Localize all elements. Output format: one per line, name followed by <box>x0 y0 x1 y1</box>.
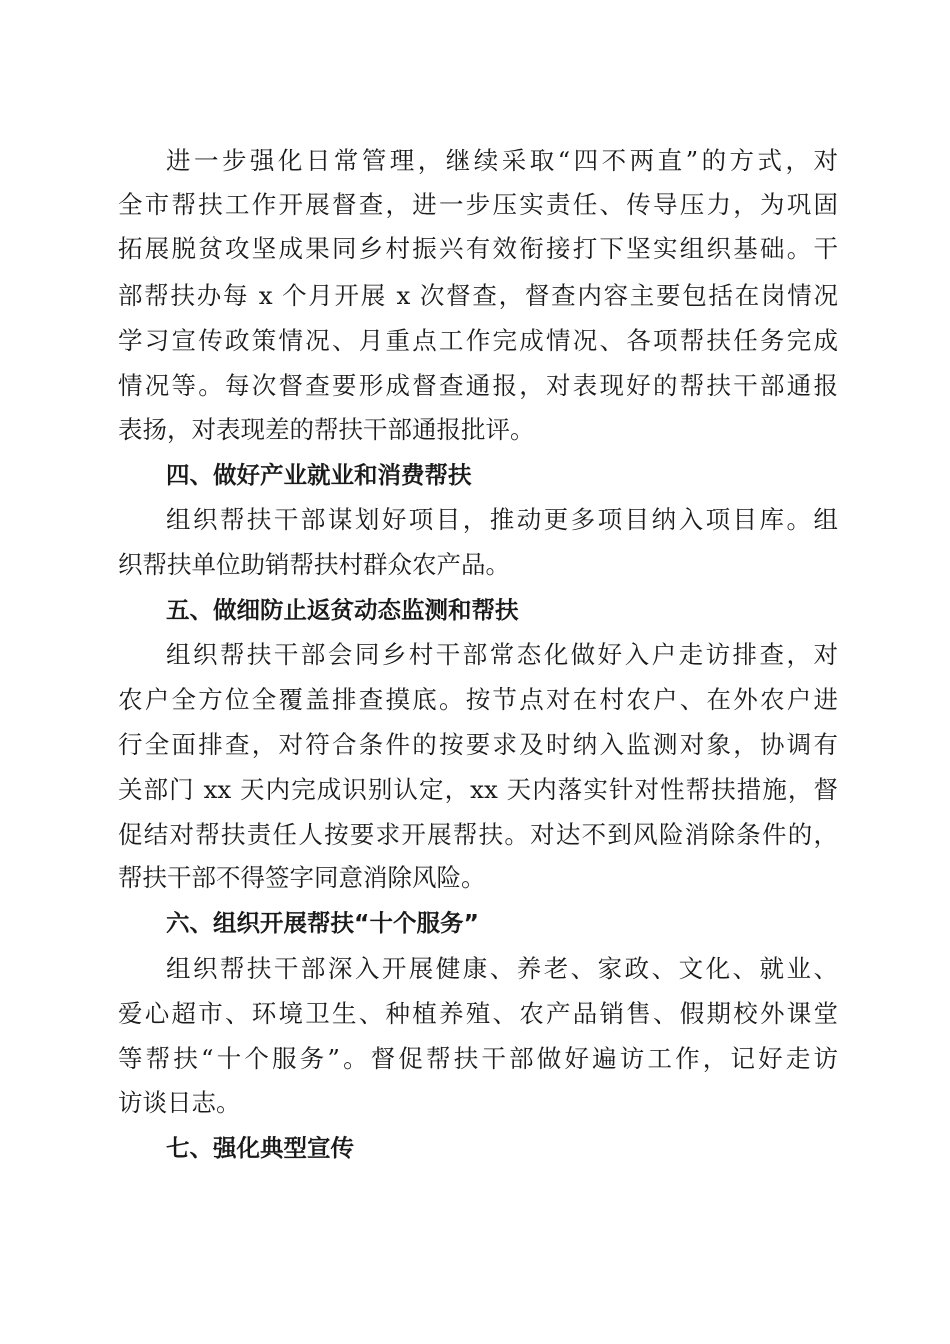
paragraph-line: 关部门 xx 天内完成识别认定，xx 天内落实针对性帮扶措施，督 <box>118 775 838 804</box>
section-heading: 四、做好产业就业和消费帮扶 <box>166 461 472 489</box>
paragraph-line: 行全面排查，对符合条件的按要求及时纳入监测对象，协调有 <box>118 730 838 759</box>
section-heading: 六、组织开展帮扶“十个服务” <box>166 909 479 937</box>
paragraph-line: 学习宣传政策情况、月重点工作完成情况、各项帮扶任务完成 <box>118 326 838 355</box>
paragraph-line: 帮扶干部不得签字同意消除风险。 <box>118 863 486 892</box>
paragraph-line: 等帮扶“十个服务”。督促帮扶干部做好遍访工作，记好走访 <box>118 1044 838 1073</box>
paragraph-line: 爱心超市、环境卫生、种植养殖、农产品销售、假期校外课堂 <box>118 999 838 1028</box>
paragraph-line: 促结对帮扶责任人按要求开展帮扶。对达不到风险消除条件的， <box>118 820 838 849</box>
paragraph-line: 织帮扶单位助销帮扶村群众农产品。 <box>118 550 510 579</box>
paragraph-line: 访谈日志。 <box>118 1088 241 1117</box>
paragraph-line: 全市帮扶工作开展督查，进一步压实责任、传导压力，为巩固 <box>118 190 838 219</box>
paragraph-line: 组织帮扶干部会同乡村干部常态化做好入户走访排查，对 <box>166 640 838 669</box>
paragraph-line: 组织帮扶干部深入开展健康、养老、家政、文化、就业、 <box>166 954 838 983</box>
paragraph-line: 组织帮扶干部谋划好项目，推动更多项目纳入项目库。组 <box>166 505 838 534</box>
section-heading: 五、做细防止返贫动态监测和帮扶 <box>166 596 519 624</box>
paragraph-line: 情况等。每次督查要形成督查通报，对表现好的帮扶干部通报 <box>118 371 838 400</box>
paragraph-line: 表扬，对表现差的帮扶干部通报批评。 <box>118 415 535 444</box>
paragraph-line: 部帮扶办每 x 个月开展 x 次督查，督查内容主要包括在岗情况 <box>118 281 838 310</box>
paragraph-line: 拓展脱贫攻坚成果同乡村振兴有效衔接打下坚实组织基础。干 <box>118 234 838 263</box>
paragraph-line: 进一步强化日常管理，继续采取“四不两直”的方式，对 <box>166 146 838 175</box>
section-heading: 七、强化典型宣传 <box>166 1134 354 1162</box>
paragraph-line: 农户全方位全覆盖排查摸底。按节点对在村农户、在外农户进 <box>118 685 838 714</box>
